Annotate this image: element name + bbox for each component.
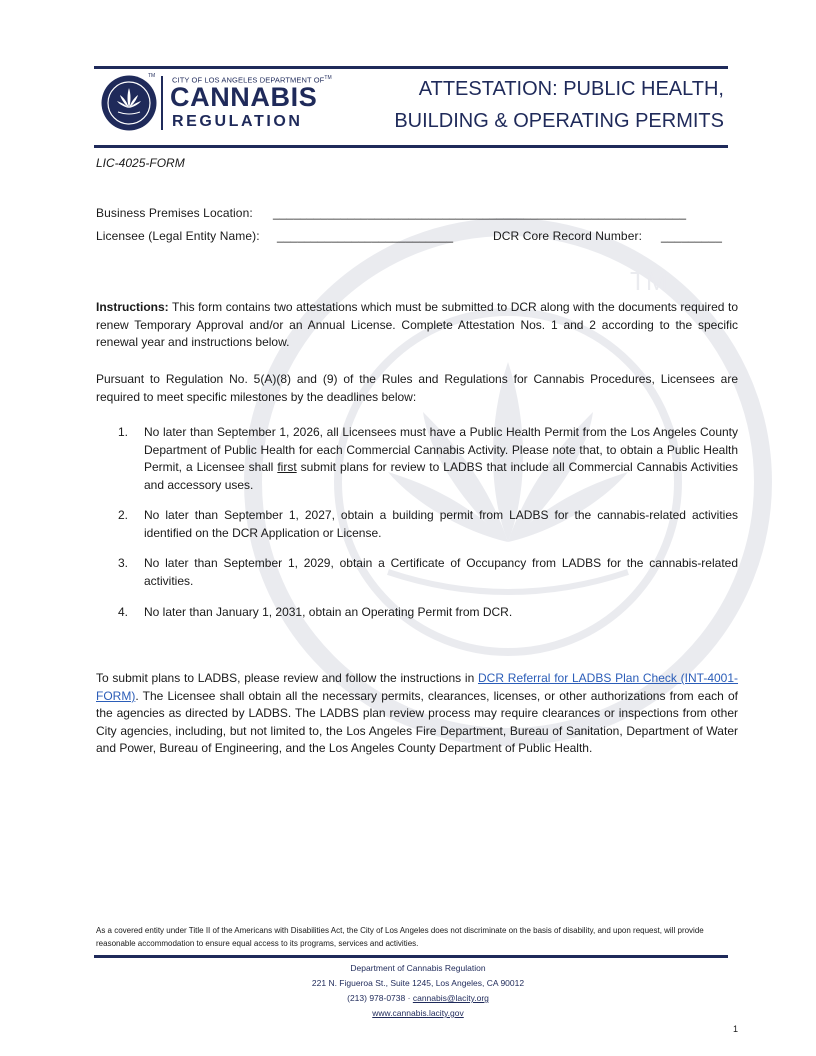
list-item-number: 3. — [118, 556, 129, 570]
ladbs-paragraph: To submit plans to LADBS, please review and follow the instructions in DCR Referral for LADBS Plan Check (INT-4001-FORM). The Licensee shall obtain all the necessary permits, clearances, licenses, or other authorizations from each of the agencies as directed by LADBS. The LADBS plan review process may require clearances or inspections from other City agencies, including, but not limited to, the Los Angeles Fire Department, Bureau of Sanitation, Department of Water and Power, Bureau of Engineering, and the Los Angeles County Department of Public Health. — [96, 671, 739, 755]
logo-cannabis-wordmark: CANNABIS — [170, 82, 318, 112]
pursuant-paragraph: Pursuant to Regulation No. 5(A)(8) and (9) of the Rules and Regulations for Cannabis Procedures, Licensees are required to meet specific milestones by the deadlines below: — [96, 372, 738, 404]
footer-rule — [94, 955, 728, 958]
footer-address: 221 N. Figueroa St., Suite 1245, Los Angeles, CA 90012 — [311, 978, 525, 988]
form-id: LIC-4025-FORM — [96, 156, 185, 170]
page-title-line2: BUILDING & OPERATING PERMITS — [394, 110, 724, 132]
underlined-first: first — [277, 460, 297, 474]
logo-tm-mark: TM — [148, 73, 156, 79]
licensee-field-label: Licensee (Legal Entity Name): — [96, 229, 260, 243]
core-record-field-label: DCR Core Record Number: — [493, 229, 643, 243]
instructions-paragraph — [96, 299, 738, 352]
dcr-seal-icon — [100, 74, 158, 132]
watermark-tm: TM — [630, 266, 668, 296]
list-item-number: 4. — [118, 605, 129, 619]
instructions-text: This form contains two attestations which must be submitted to DCR along with the documents required to renew Temporary Approval and/or an Annual License. Complete Attestation Nos. 1 and 2 according to the specific renewal year and instructions below. — [96, 300, 738, 349]
footer-website-link[interactable]: www.cannabis.lacity.gov — [372, 1008, 464, 1018]
list-item: 4. No later than January 1, 2031, obtain an Operating Permit from DCR. — [118, 604, 738, 622]
list-item-number: 1. — [118, 425, 129, 439]
core-record-field[interactable]: _________ — [661, 229, 722, 243]
footer-contact: (213) 978-0738 · cannabis@lacity.org — [347, 993, 489, 1003]
page-number: 1 — [733, 1024, 739, 1034]
list-item-number: 2. — [118, 508, 129, 522]
ada-notice: As a covered entity under Title II of the Americans with Disabilities Act, the City of Los Angeles does not discriminate on the basis of disability, and upon request, will provide reasonable accommodation to ensure equal access to its programs, services and activities. — [96, 926, 704, 948]
footer-department: Department of Cannabis Regulation — [350, 963, 486, 973]
licensee-field[interactable]: __________________________ — [277, 229, 454, 243]
instructions-lead: Instructions: — [96, 300, 169, 314]
header-bottom-rule — [94, 145, 728, 148]
premises-field[interactable]: _____________________________________________________________ — [273, 206, 687, 220]
logo-divider — [161, 76, 163, 130]
list-item: 2. No later than September 1, 2027, obtain a building permit from LADBS for the cannabis-related activities identified on the DCR Application or License. — [118, 508, 738, 540]
list-item: 1. No later than September 1, 2026, all Licensees must have a Public Health Permit from the Los Angeles County Department of Public Health for each Commercial Cannabis Activity. Please note that, to obtain a Public Health Permit, a Licensee shall first submit plans for review to LADBS that include all Commercial Cannabis Activities and accessory uses. — [118, 425, 738, 492]
footer-phone: (213) 978-0738 — [347, 993, 406, 1003]
premises-field-label: Business Premises Location: — [96, 206, 253, 220]
footer-website-container — [0, 1009, 816, 1018]
header-top-rule — [94, 66, 728, 69]
logo-city-line: CITY OF LOS ANGELES DEPARTMENT OF™ — [172, 75, 332, 85]
ladbs-referral-link[interactable]: DCR Referral for LADBS Plan Check (INT-4001-FORM) — [96, 671, 739, 703]
list-item: 3. No later than September 1, 2029, obtain a Certificate of Occupancy from LADBS for the cannabis-related activities. — [118, 556, 738, 588]
footer-email-link[interactable]: cannabis@lacity.org — [412, 993, 489, 1003]
page-title-line1: ATTESTATION: PUBLIC HEALTH, — [418, 78, 724, 100]
logo-regulation-wordmark: REGULATION — [172, 113, 303, 130]
